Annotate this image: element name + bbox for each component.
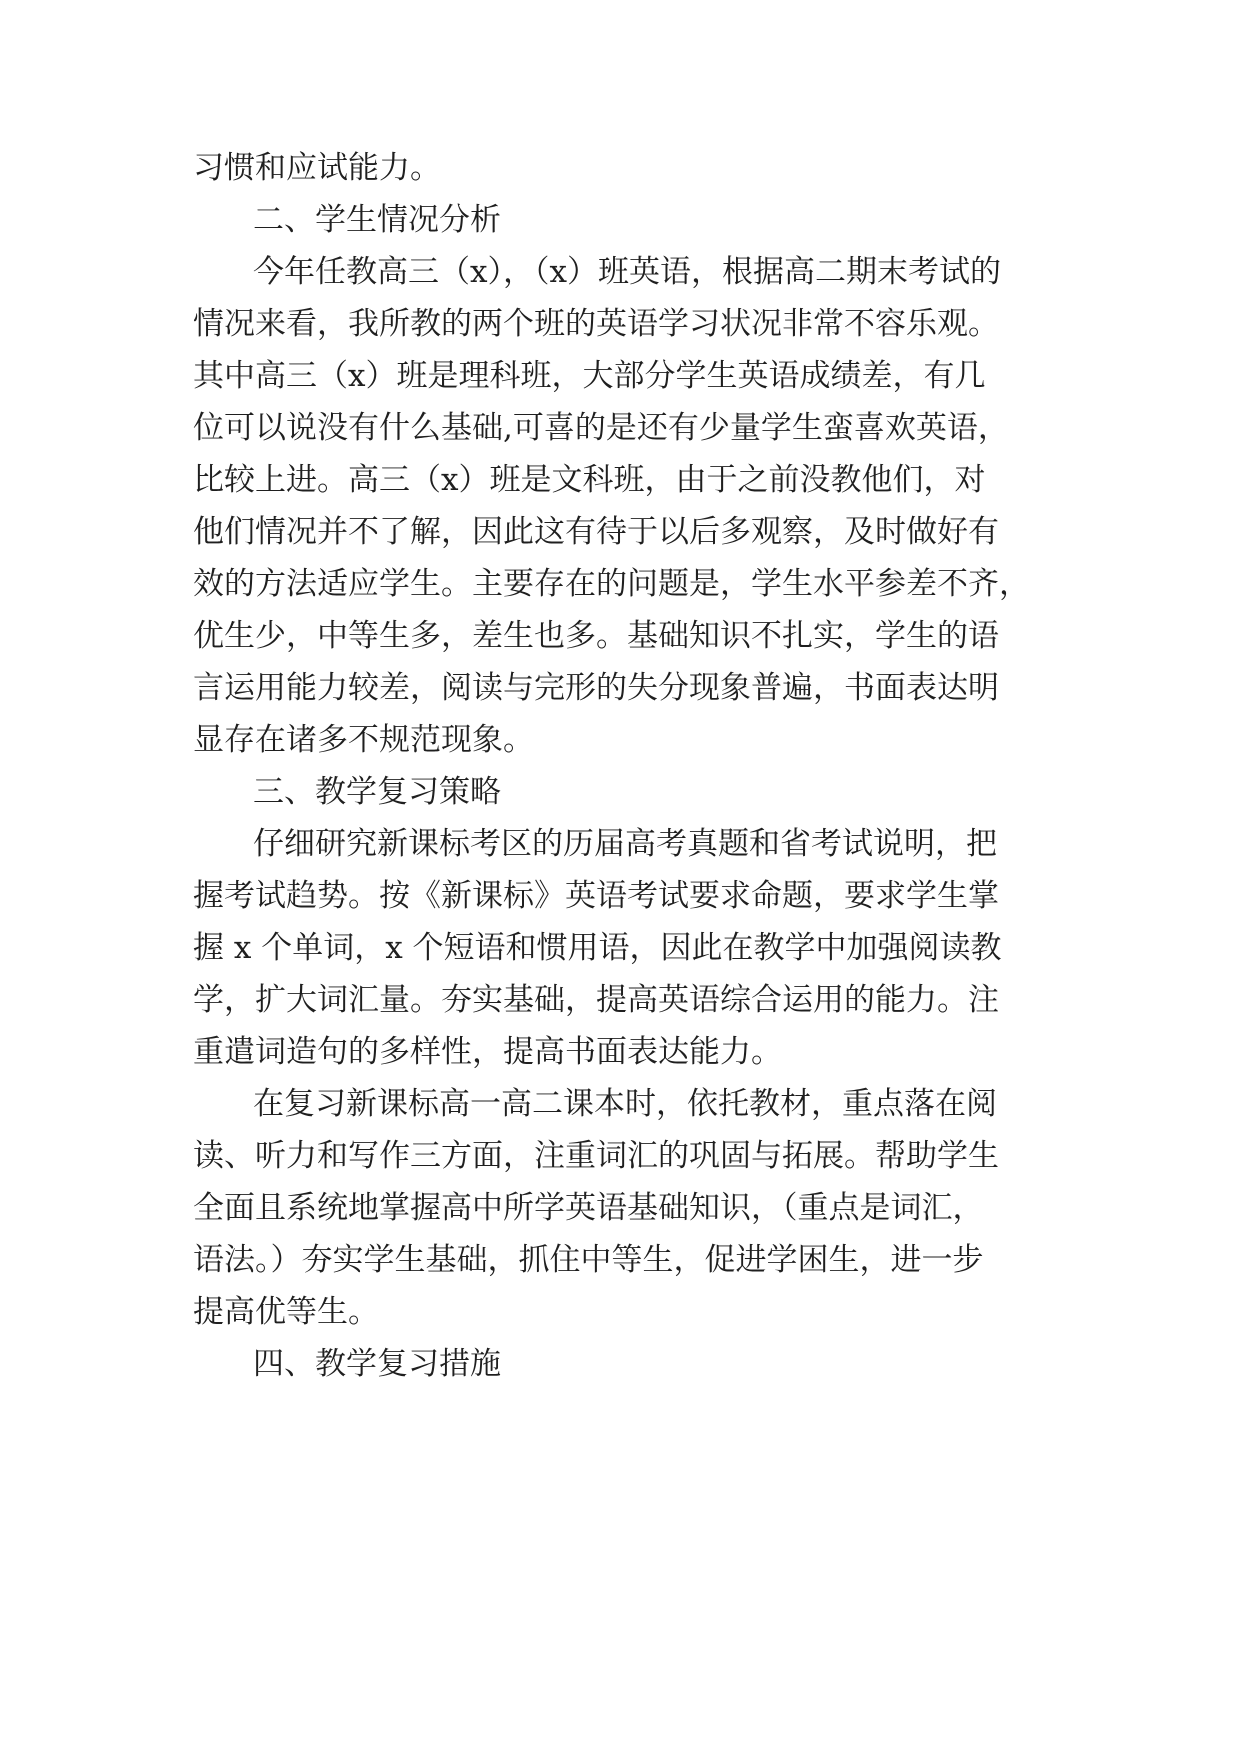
paragraph-line: 在复习新课标高一高二课本时，依托教材，重点落在阅 [253,1086,997,1122]
paragraph-line: 提高优等生。 [193,1294,379,1330]
paragraph-line: 习惯和应试能力。 [193,150,441,186]
section-heading-4: 四、教学复习措施 [253,1346,501,1382]
paragraph-line: 位可以说没有什么基础,可喜的是还有少量学生蛮喜欢英语， [193,410,1009,446]
paragraph-line: 今年任教高三（x），（x）班英语，根据高二期末考试的 [253,254,1001,290]
paragraph-line: 比较上进。高三（x）班是文科班，由于之前没教他们，对 [193,462,986,498]
paragraph-line: 读、听力和写作三方面，注重词汇的巩固与拓展。帮助学生 [193,1138,999,1174]
paragraph-line: 全面且系统地掌握高中所学英语基础知识，（重点是词汇， [193,1190,984,1226]
paragraph-line: 显存在诸多不规范现象。 [193,722,534,758]
paragraph-line: 优生少，中等生多，差生也多。基础知识不扎实，学生的语 [193,618,999,654]
paragraph-line: 他们情况并不了解，因此这有待于以后多观察，及时做好有 [193,514,999,550]
paragraph-line: 情况来看，我所教的两个班的英语学习状况非常不容乐观。 [193,306,999,342]
paragraph-line: 效的方法适应学生。主要存在的问题是，学生水平参差不齐， [193,566,1030,602]
paragraph-line: 仔细研究新课标考区的历届高考真题和省考试说明，把 [253,826,997,862]
paragraph-line: 握考试趋势。按《新课标》英语考试要求命题，要求学生掌 [193,878,999,914]
paragraph-line: 学，扩大词汇量。夯实基础，提高英语综合运用的能力。注 [193,982,999,1018]
paragraph-line: 语法。）夯实学生基础，抓住中等生，促进学困生，进一步 [193,1242,984,1278]
paragraph-line: 言运用能力较差，阅读与完形的失分现象普遍，书面表达明 [193,670,999,706]
section-heading-3: 三、教学复习策略 [253,774,501,810]
paragraph-line: 其中高三（x）班是理科班，大部分学生英语成绩差，有几 [193,358,986,394]
paragraph-line: 重遣词造句的多样性，提高书面表达能力。 [193,1034,782,1070]
paragraph-line: 握 x 个单词，x 个短语和惯用语，因此在教学中加强阅读教 [193,930,1002,966]
section-heading-2: 二、学生情况分析 [253,202,501,238]
